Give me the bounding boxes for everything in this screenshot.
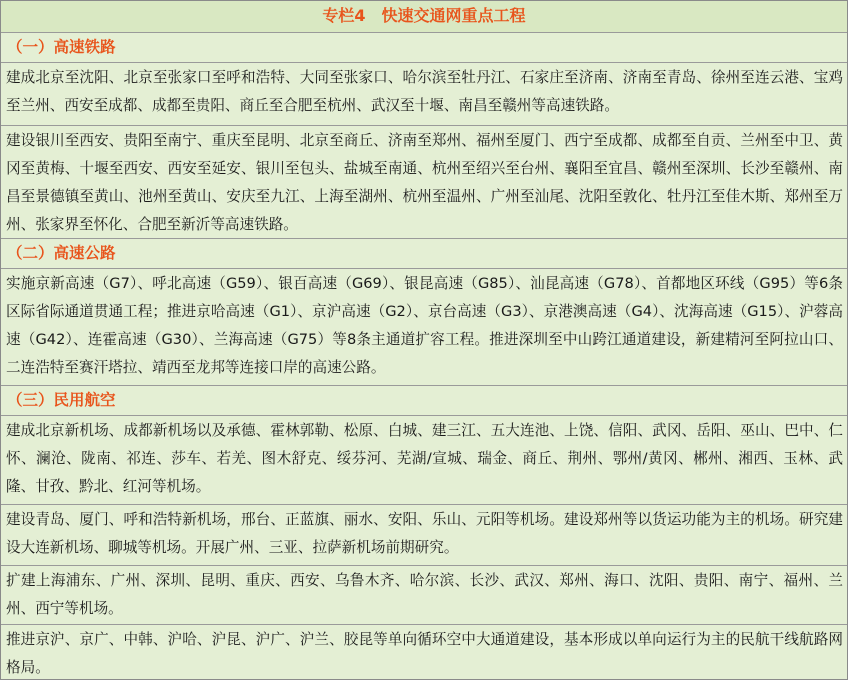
aviation-paragraph-expansion: 扩建上海浦东、广州、深圳、昆明、重庆、西安、乌鲁木齐、哈尔滨、长沙、武汉、郑州、海口、沈阳、贵阳、南宁、福州、兰州、西宁等机场。: [1, 566, 847, 625]
aviation-paragraph-completed: 建成北京新机场、成都新机场以及承德、霍林郭勒、松原、白城、建三江、五大连池、上饶、信阳、武冈、岳阳、巫山、巴中、仁怀、澜沧、陇南、祁连、莎车、若羌、图木舒克、绥芬河、芜湖/宣城、瑞金、商丘、荆州、鄂州/黄冈、郴州、湘西、玉林、武隆、甘孜、黔北、红河等机场。: [1, 416, 847, 505]
aviation-paragraph-air-routes: 推进京沪、京广、中韩、沪哈、沪昆、沪广、沪兰、胶昆等单向循环空中大通道建设，基本形成以单向运行为主的民航干线航路网格局。: [6, 631, 843, 676]
section-heading-civil-aviation: （三）民用航空: [1, 386, 847, 416]
rail-paragraph-completed: 建成北京至沈阳、北京至张家口至呼和浩特、大同至张家口、哈尔滨至牡丹江、石家庄至济南、济南至青岛、徐州至连云港、宝鸡至兰州、西安至成都、成都至贵阳、商丘至合肥至杭州、武汉至十堰、南昌至赣州等高速铁路。: [1, 63, 847, 126]
section-heading-high-speed-rail: （一）高速铁路: [1, 33, 847, 63]
expressway-paragraph: 实施京新高速（G7）、呼北高速（G59）、银百高速（G69）、银昆高速（G85）、汕昆高速（G78）、首都地区环线（G95）等6条区际省际通道贯通工程；推进京哈高速（G1）、京沪高速（G2）、京台高速（G3）、京港澳高速（G4）、沈海高速（G15）、沪蓉高速（G42）、连霍高速（G30）、兰海高速（G75）等8条主通道扩容工程。推进深圳至中山跨江通道建设，新建精河至阿拉山口、二连浩特至赛汗塔拉、靖西至龙邦等连接口岸的高速公路。: [1, 269, 847, 386]
aviation-paragraph-new-airports: 建设青岛、厦门、呼和浩特新机场，邢台、正蓝旗、丽水、安阳、乐山、元阳等机场。建设郑州等以货运功能为主的机场。研究建设大连新机场、聊城等机场。开展广州、三亚、拉萨新机场前期研究。: [1, 505, 847, 566]
column-title: 专栏4 快速交通网重点工程: [1, 1, 847, 33]
rail-paragraph-construction: 建设银川至西安、贵阳至南宁、重庆至昆明、北京至商丘、济南至郑州、福州至厦门、西宁至成都、成都至自贡、兰州至中卫、黄冈至黄梅、十堰至西安、西安至延安、银川至包头、盐城至南通、杭州至绍兴至台州、襄阳至宜昌、赣州至深圳、长沙至赣州、南昌至景德镇至黄山、池州至黄山、安庆至九江、上海至湖州、杭州至温州、广州至汕尾、沈阳至敦化、牡丹江至佳木斯、郑州至万州、张家界至怀化、合肥至新沂等高速铁路。: [1, 126, 847, 239]
section-heading-expressway: （二）高速公路: [1, 239, 847, 269]
